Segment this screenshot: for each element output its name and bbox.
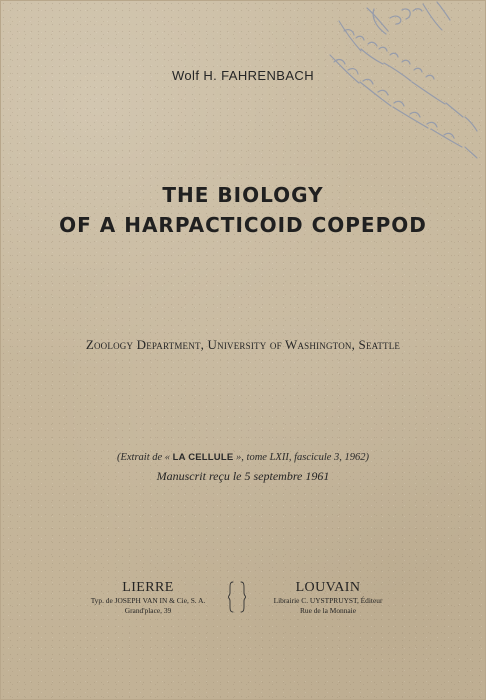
- printer-line-3: Grand'place, 39: [124, 606, 172, 615]
- printer-city: LIERRE: [122, 580, 174, 595]
- title-line-2: OF A HARPACTICOID COPEPOD: [59, 213, 427, 237]
- document-title: [0, 180, 486, 240]
- extract-suffix: », tome LXII, fascicule 3, 1962): [236, 452, 370, 463]
- author-affiliation: Zoology Department, University of Washington, Seattle: [85, 337, 401, 352]
- author-name: Wolf H. FAHRENBACH: [171, 68, 315, 83]
- publication-extract: [0, 452, 486, 463]
- center-braces: [228, 580, 246, 614]
- journal-name: LA CELLULE: [172, 452, 234, 463]
- printer-line-2: Typ. de JOSEPH VAN IN & Cie, S. A.: [90, 596, 206, 605]
- title-line-1: THE BIOLOGY: [162, 183, 324, 207]
- received-date: Manuscrit reçu le 5 septembre 1961: [156, 469, 330, 483]
- publisher-line-3: Rue de la Monnaie: [299, 606, 357, 615]
- extract-prefix: (Extrait de «: [116, 452, 171, 463]
- printer-block: [72, 580, 224, 616]
- publisher-block: [252, 580, 404, 616]
- publisher-line-2: Librairie C. UYSTPRUYST, Éditeur: [273, 596, 383, 605]
- publisher-city: LOUVAIN: [295, 580, 361, 595]
